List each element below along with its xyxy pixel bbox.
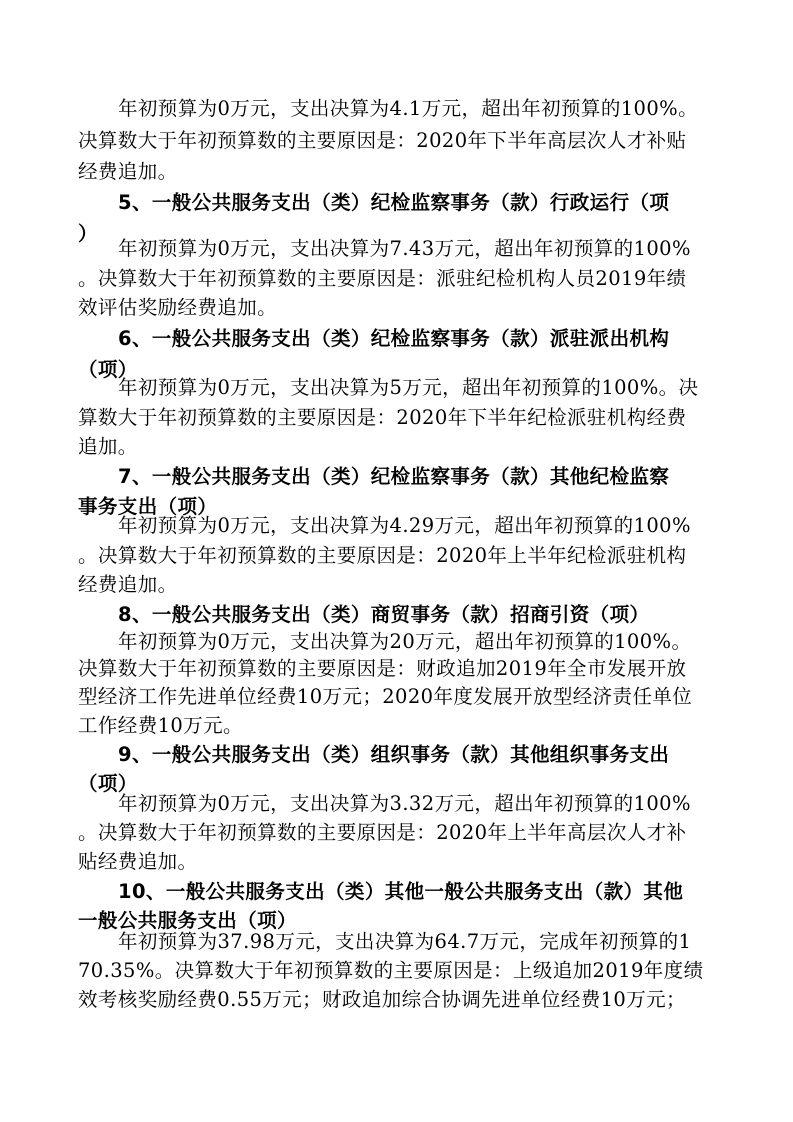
body-text-line: 。决算数大于年初预算数的主要原因是：2020年上半年纪检派驻机构 bbox=[78, 544, 687, 567]
section-heading-5: 5、一般公共服务支出（类）纪检监察事务（款）行政运行（项 bbox=[118, 191, 670, 214]
section-heading-10-cont: 一般公共服务支出（项） bbox=[78, 909, 297, 932]
body-text-line: 年初预算为0万元，支出决算为3.32万元，超出年初预算的100% bbox=[118, 792, 691, 815]
section-heading-6: 6、一般公共服务支出（类）纪检监察事务（款）派驻派出机构 bbox=[118, 327, 670, 350]
body-text-line: 效评估奖励经费追加。 bbox=[78, 296, 278, 319]
section-heading-9-cont: （项） bbox=[78, 772, 138, 795]
section-heading-6-cont: （项） bbox=[78, 358, 138, 381]
body-text-line: 经费追加。 bbox=[78, 573, 178, 596]
body-text-line: 工作经费10万元。 bbox=[78, 714, 243, 737]
body-text-line: 年初预算为0万元，支出决算为4.1万元，超出年初预算的100%。 bbox=[118, 97, 698, 120]
body-text-line: 决算数大于年初预算数的主要原因是：2020年下半年高层次人才补贴 bbox=[78, 129, 687, 152]
body-text-line: 追加。 bbox=[78, 435, 138, 458]
body-text-line: 算数大于年初预算数的主要原因是：2020年下半年纪检派驻机构经费 bbox=[78, 406, 687, 429]
section-heading-9: 9、一般公共服务支出（类）组织事务（款）其他组织事务支出 bbox=[118, 743, 670, 766]
body-text-line: 。决算数大于年初预算数的主要原因是：派驻纪检机构人员2019年绩 bbox=[78, 267, 687, 290]
section-heading-7: 7、一般公共服务支出（类）纪检监察事务（款）其他纪检监察 bbox=[118, 465, 670, 488]
body-text-line: 年初预算为37.98万元，支出决算为64.7万元，完成年初预算的1 bbox=[118, 930, 692, 953]
body-text-line: 效考核奖励经费0.55万元；财政追加综合协调先进单位经费10万元； bbox=[78, 988, 686, 1011]
body-text-line: 贴经费追加。 bbox=[78, 850, 198, 873]
body-text-line: 。决算数大于年初预算数的主要原因是：2020年上半年高层次人才补 bbox=[78, 821, 687, 844]
body-text-line: 决算数大于年初预算数的主要原因是：财政追加2019年全市发展开放 bbox=[78, 657, 687, 680]
body-text-line: 年初预算为0万元，支出决算为7.43万元，超出年初预算的100% bbox=[118, 237, 691, 260]
body-text-line: 70.35%。决算数大于年初预算数的主要原因是：上级追加2019年度绩 bbox=[78, 959, 704, 982]
body-text-line: 年初预算为0万元，支出决算为4.29万元，超出年初预算的100% bbox=[118, 514, 691, 537]
section-heading-8: 8、一般公共服务支出（类）商贸事务（款）招商引资（项） bbox=[118, 603, 650, 626]
body-text-line: 年初预算为0万元，支出决算为5万元，超出年初预算的100%。决 bbox=[118, 376, 699, 399]
body-text-line: 年初预算为0万元，支出决算为20万元，超出年初预算的100%。 bbox=[118, 630, 692, 653]
body-text-line: 经费追加。 bbox=[78, 160, 178, 183]
section-heading-7-cont: 事务支出（项） bbox=[78, 495, 218, 518]
section-heading-5-cont: ） bbox=[78, 222, 98, 245]
section-heading-10: 10、一般公共服务支出（类）其他一般公共服务支出（款）其他 bbox=[118, 880, 684, 903]
body-text-line: 型经济工作先进单位经费10万元；2020年度发展开放型经济责任单位 bbox=[78, 685, 693, 708]
